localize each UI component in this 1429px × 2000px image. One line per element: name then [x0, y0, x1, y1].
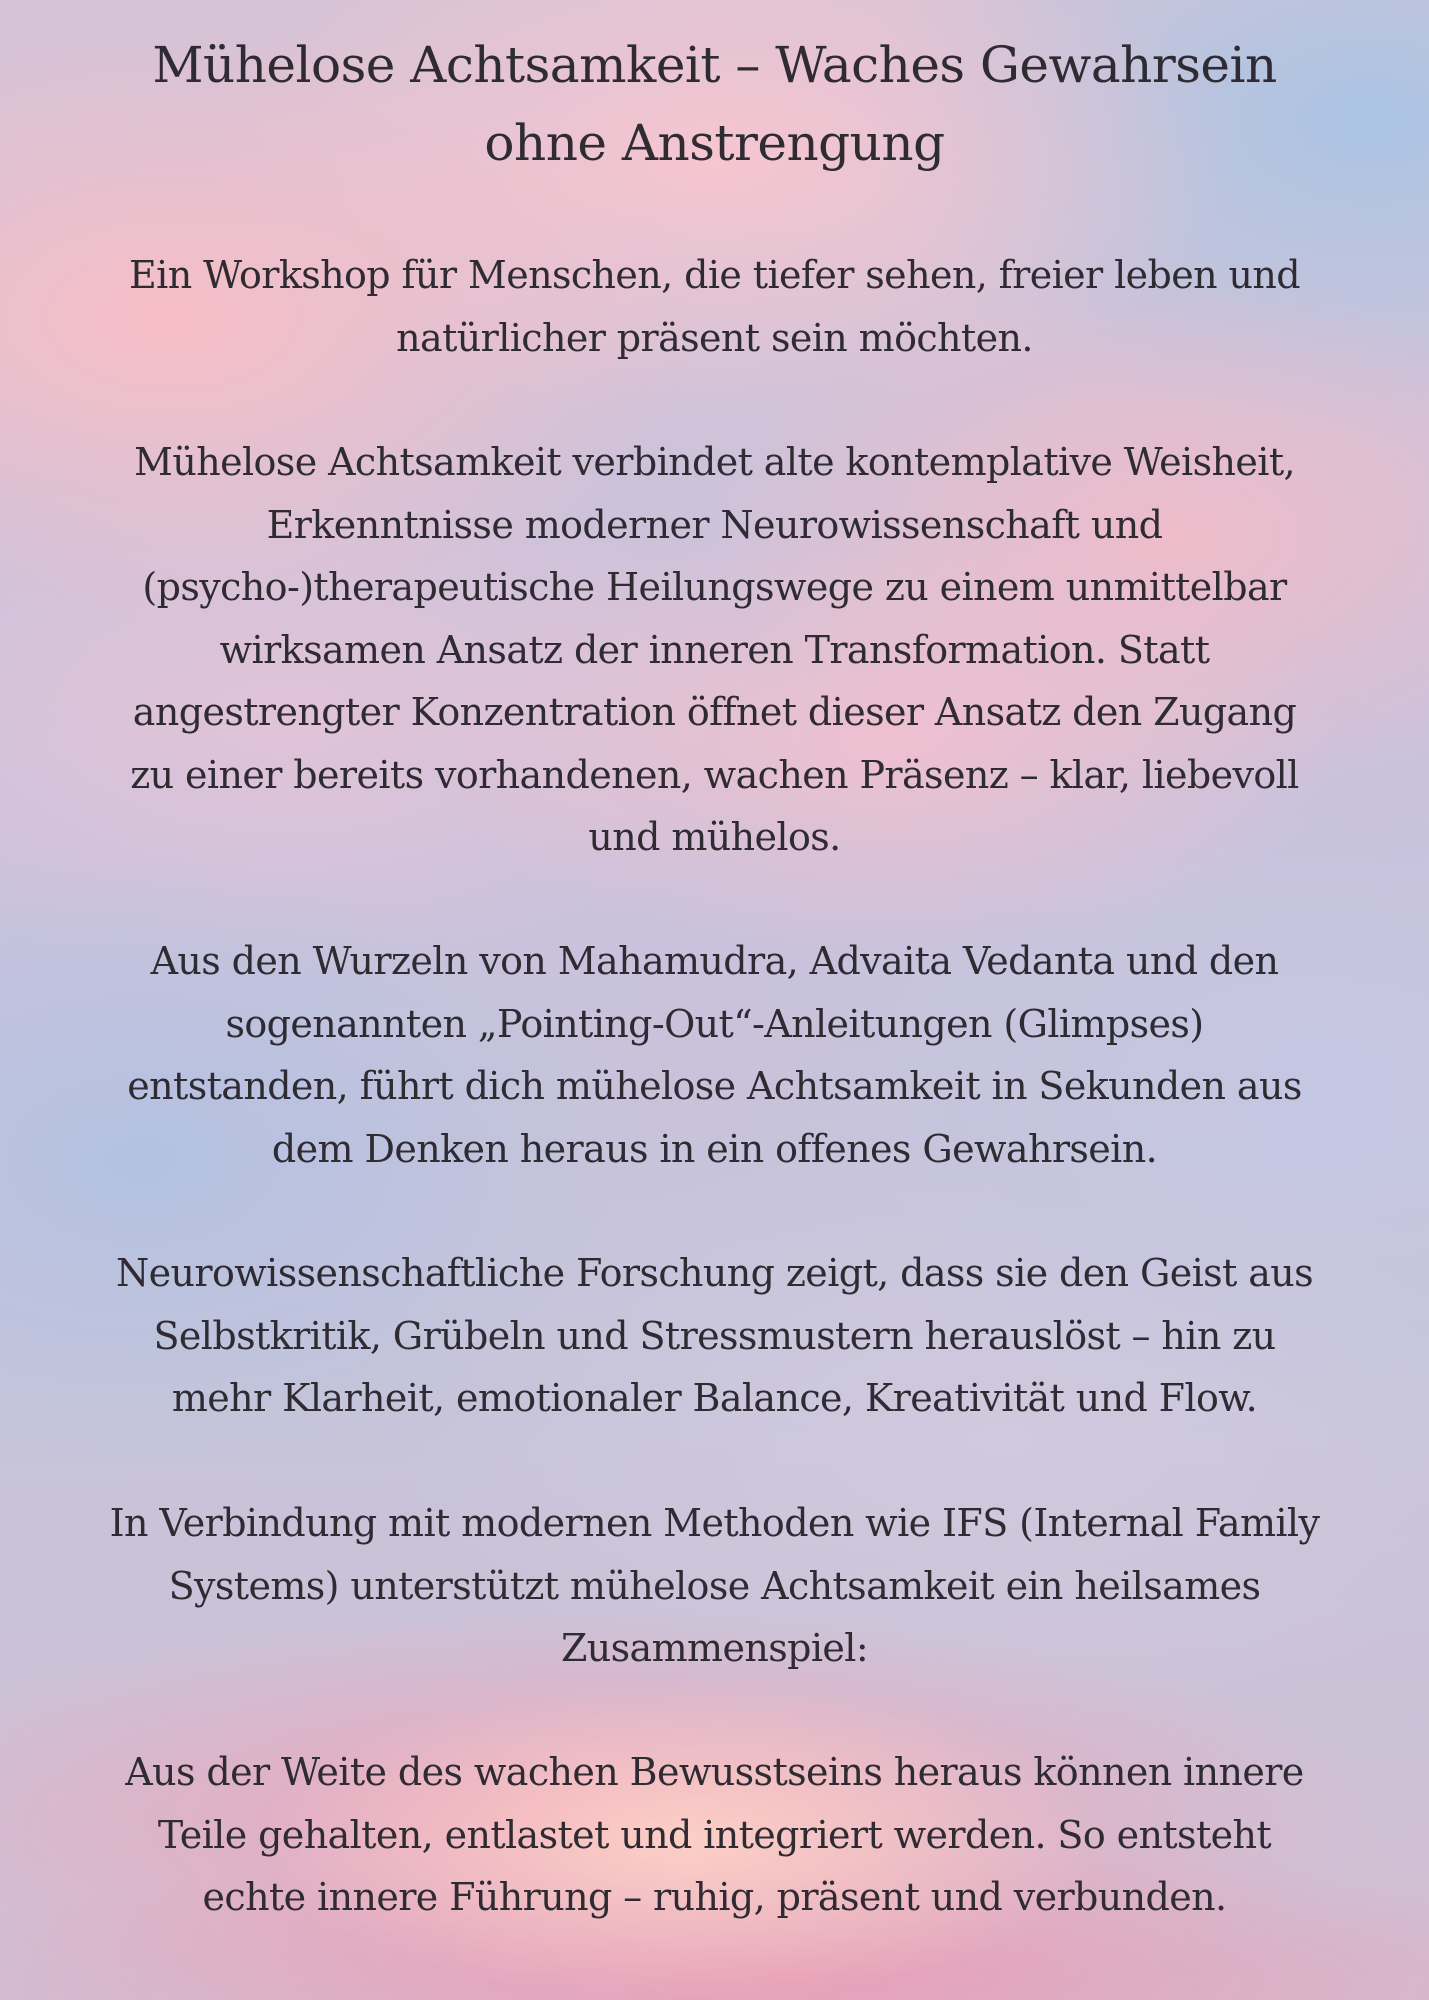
text-line: Erkenntnisse moderner Neurowissenschaft und	[266, 502, 1163, 547]
intro-paragraph	[62, 244, 1367, 369]
page-title	[100, 26, 1329, 182]
text-line: Ein Workshop für Menschen, die tiefer sehen, freier leben und	[129, 253, 1300, 297]
text-line: dem Denken heraus in ein offenes Gewahrsein.	[271, 1126, 1158, 1171]
research-paragraph	[62, 1242, 1367, 1430]
text-line: wirksamen Ansatz der inneren Transformation. Statt	[219, 627, 1210, 672]
text-line: Mühelose Achtsamkeit verbindet alte kontemplative Weisheit,	[134, 440, 1295, 484]
text-line: Zusammenspiel:	[560, 1626, 869, 1670]
text-line: zu einer bereits vorhandenen, wachen Präsenz – klar, liebevoll	[130, 752, 1299, 797]
text-line: Selbstkritik, Grübeln und Stressmustern herauslöst – hin zu	[153, 1313, 1276, 1358]
text-line: In Verbindung mit modernen Methoden wie IFS (Internal Family	[109, 1501, 1320, 1545]
roots-paragraph	[62, 930, 1367, 1180]
text-line: Systems) unterstützt mühelose Achtsamkeit ein heilsames	[168, 1563, 1261, 1608]
title-line: ohne Anstrengung	[484, 114, 945, 172]
ifs-paragraph	[62, 1492, 1367, 1680]
closing-paragraph	[62, 1741, 1367, 1929]
text-line: natürlicher präsent sein möchten.	[396, 315, 1033, 360]
title-line: Mühelose Achtsamkeit – Waches Gewahrsein	[152, 36, 1277, 94]
text-line: sogenannten „Pointing-Out“-Anleitungen (Glimpses)	[225, 1001, 1204, 1046]
text-line: Neurowissenschaftliche Forschung zeigt, dass sie den Geist aus	[115, 1251, 1314, 1295]
text-line: entstanden, führt dich mühelose Achtsamkeit in Sekunden aus	[127, 1064, 1302, 1108]
text-line: angestrengter Konzentration öffnet dieser Ansatz den Zugang	[132, 690, 1297, 734]
approach-paragraph	[62, 431, 1367, 869]
text-line: Teile gehalten, entlastet und integriert werden. So entsteht	[157, 1812, 1272, 1857]
text-line: echte innere Führung – ruhig, präsent und verbunden.	[202, 1875, 1227, 1919]
text-line: Aus den Wurzeln von Mahamudra, Advaita Vedanta und den	[150, 939, 1279, 983]
text-line: Aus der Weite des wachen Bewusstseins heraus können innere	[125, 1750, 1304, 1794]
text-line: (psycho-)therapeutische Heilungswege zu einem unmittelbar	[142, 565, 1287, 609]
text-line: und mühelos.	[588, 815, 841, 859]
text-line: mehr Klarheit, emotionaler Balance, Kreativität und Flow.	[171, 1376, 1258, 1420]
